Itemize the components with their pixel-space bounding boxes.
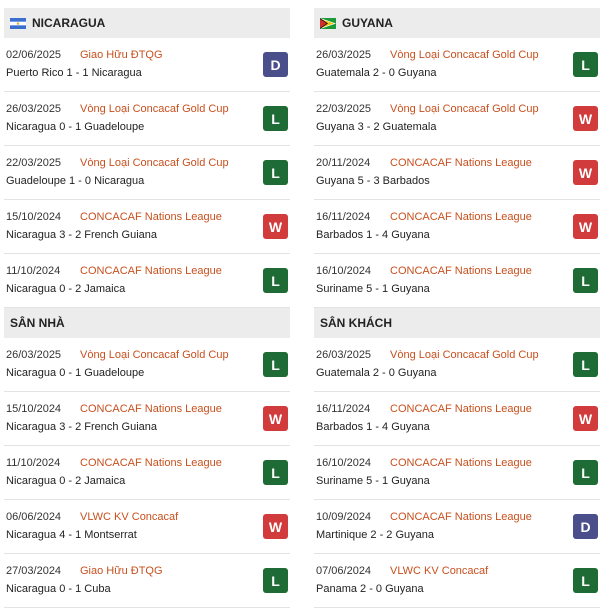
result-badge: W — [263, 514, 288, 539]
nicaragua-column — [4, 8, 290, 608]
result-badge: L — [573, 52, 598, 77]
match-score: Suriname 5 - 1 Guyana — [316, 283, 430, 295]
match-row[interactable] — [314, 446, 600, 500]
result-badge: D — [263, 52, 288, 77]
match-score: Nicaragua 3 - 2 French Guiana — [6, 421, 158, 433]
match-date: 27/03/2024 — [6, 565, 62, 577]
match-score: Nicaragua 0 - 1 Guadeloupe — [6, 367, 145, 379]
match-score: Nicaragua 4 - 1 Montserrat — [6, 529, 137, 541]
match-competition[interactable]: Vòng Loại Concacaf Gold Cup — [390, 349, 539, 361]
match-date: 15/10/2024 — [6, 403, 62, 415]
result-badge: D — [573, 514, 598, 539]
result-badge: L — [573, 568, 598, 593]
result-badge: L — [263, 268, 288, 293]
match-competition[interactable]: CONCACAF Nations League — [390, 511, 532, 523]
match-score: Panama 2 - 0 Guyana — [316, 583, 424, 595]
match-competition[interactable]: CONCACAF Nations League — [80, 457, 222, 469]
result-badge: W — [573, 106, 598, 131]
result-badge: L — [573, 460, 598, 485]
nicaragua-title: NICARAGUA — [32, 16, 106, 30]
guyana-title: GUYANA — [342, 16, 393, 30]
match-competition[interactable]: CONCACAF Nations League — [390, 157, 532, 169]
match-competition[interactable]: CONCACAF Nations League — [80, 403, 222, 415]
match-date: 26/03/2025 — [6, 349, 62, 361]
match-row[interactable] — [314, 92, 600, 146]
match-row[interactable] — [4, 146, 290, 200]
match-date: 16/10/2024 — [316, 265, 372, 277]
match-row[interactable] — [4, 200, 290, 254]
result-badge: L — [263, 106, 288, 131]
result-badge: W — [573, 406, 598, 431]
away-header — [314, 308, 600, 338]
match-competition[interactable]: CONCACAF Nations League — [80, 265, 222, 277]
match-score: Barbados 1 - 4 Guyana — [316, 421, 430, 433]
match-date: 10/09/2024 — [316, 511, 372, 523]
result-badge: W — [263, 406, 288, 431]
match-score: Suriname 5 - 1 Guyana — [316, 475, 430, 487]
match-date: 26/03/2025 — [316, 349, 372, 361]
match-row[interactable] — [4, 92, 290, 146]
match-row[interactable] — [4, 554, 290, 608]
away-title: SÂN KHÁCH — [320, 316, 392, 330]
result-badge: W — [573, 214, 598, 239]
match-competition[interactable]: Vòng Loại Concacaf Gold Cup — [390, 103, 539, 115]
match-competition[interactable]: CONCACAF Nations League — [390, 457, 532, 469]
match-competition[interactable]: VLWC KV Concacaf — [80, 511, 179, 523]
match-score: Martinique 2 - 2 Guyana — [316, 529, 435, 541]
match-row[interactable] — [314, 338, 600, 392]
match-competition[interactable]: CONCACAF Nations League — [390, 403, 532, 415]
match-date: 20/11/2024 — [316, 157, 371, 169]
match-date: 16/11/2024 — [316, 403, 371, 415]
match-row[interactable] — [314, 392, 600, 446]
nicaragua-header — [4, 8, 290, 38]
match-date: 06/06/2024 — [6, 511, 62, 523]
match-score: Nicaragua 0 - 2 Jamaica — [6, 283, 126, 295]
match-competition[interactable]: Vòng Loại Concacaf Gold Cup — [390, 49, 539, 61]
match-date: 16/10/2024 — [316, 457, 372, 469]
result-badge: L — [263, 160, 288, 185]
match-competition[interactable]: VLWC KV Concacaf — [390, 565, 489, 577]
match-score: Nicaragua 0 - 2 Jamaica — [6, 475, 126, 487]
match-date: 22/03/2025 — [316, 103, 372, 115]
match-row[interactable] — [314, 38, 600, 92]
match-score: Nicaragua 0 - 1 Cuba — [6, 583, 111, 595]
result-badge: L — [573, 352, 598, 377]
match-row[interactable] — [4, 338, 290, 392]
match-competition[interactable]: Vòng Loại Concacaf Gold Cup — [80, 103, 229, 115]
match-competition[interactable]: CONCACAF Nations League — [390, 265, 532, 277]
match-score: Guyana 3 - 2 Guatemala — [316, 121, 437, 133]
match-date: 11/10/2024 — [6, 265, 61, 277]
match-row[interactable] — [4, 392, 290, 446]
result-badge: L — [263, 460, 288, 485]
match-competition[interactable]: Giao Hữu ĐTQG — [80, 49, 163, 61]
match-date: 11/10/2024 — [6, 457, 61, 469]
match-competition[interactable]: CONCACAF Nations League — [390, 211, 532, 223]
match-date: 16/11/2024 — [316, 211, 371, 223]
result-badge: L — [263, 352, 288, 377]
match-score: Guatemala 2 - 0 Guyana — [316, 367, 437, 379]
result-badge: L — [573, 268, 598, 293]
match-score: Nicaragua 0 - 1 Guadeloupe — [6, 121, 145, 133]
match-row[interactable] — [314, 500, 600, 554]
match-date: 02/06/2025 — [6, 49, 62, 61]
match-row[interactable] — [314, 200, 600, 254]
match-score: Guadeloupe 1 - 0 Nicaragua — [6, 175, 145, 187]
match-row[interactable] — [4, 254, 290, 308]
match-competition[interactable]: Vòng Loại Concacaf Gold Cup — [80, 349, 229, 361]
match-competition[interactable]: CONCACAF Nations League — [80, 211, 222, 223]
match-score: Guatemala 2 - 0 Guyana — [316, 67, 437, 79]
match-score: Nicaragua 3 - 2 French Guiana — [6, 229, 158, 241]
match-competition[interactable]: Vòng Loại Concacaf Gold Cup — [80, 157, 229, 169]
home-header — [4, 308, 290, 338]
match-row[interactable] — [4, 38, 290, 92]
result-badge: W — [263, 214, 288, 239]
match-date: 15/10/2024 — [6, 211, 62, 223]
match-date: 07/06/2024 — [316, 565, 372, 577]
result-badge: L — [263, 568, 288, 593]
match-score: Barbados 1 - 4 Guyana — [316, 229, 430, 241]
match-row[interactable] — [4, 446, 290, 500]
match-date: 26/03/2025 — [316, 49, 372, 61]
match-competition[interactable]: Giao Hữu ĐTQG — [80, 565, 163, 577]
result-badge: W — [573, 160, 598, 185]
match-row[interactable] — [4, 500, 290, 554]
guyana-header — [314, 8, 600, 38]
match-row[interactable] — [314, 146, 600, 200]
guyana-column — [314, 8, 600, 608]
match-score: Puerto Rico 1 - 1 Nicaragua — [6, 67, 142, 79]
nicaragua-flag-icon — [10, 18, 26, 29]
match-row[interactable] — [314, 254, 600, 308]
match-date: 22/03/2025 — [6, 157, 62, 169]
match-row[interactable] — [314, 554, 600, 608]
guyana-flag-icon — [320, 18, 336, 29]
match-score: Guyana 5 - 3 Barbados — [316, 175, 430, 187]
home-title: SÂN NHÀ — [10, 316, 65, 330]
match-date: 26/03/2025 — [6, 103, 62, 115]
